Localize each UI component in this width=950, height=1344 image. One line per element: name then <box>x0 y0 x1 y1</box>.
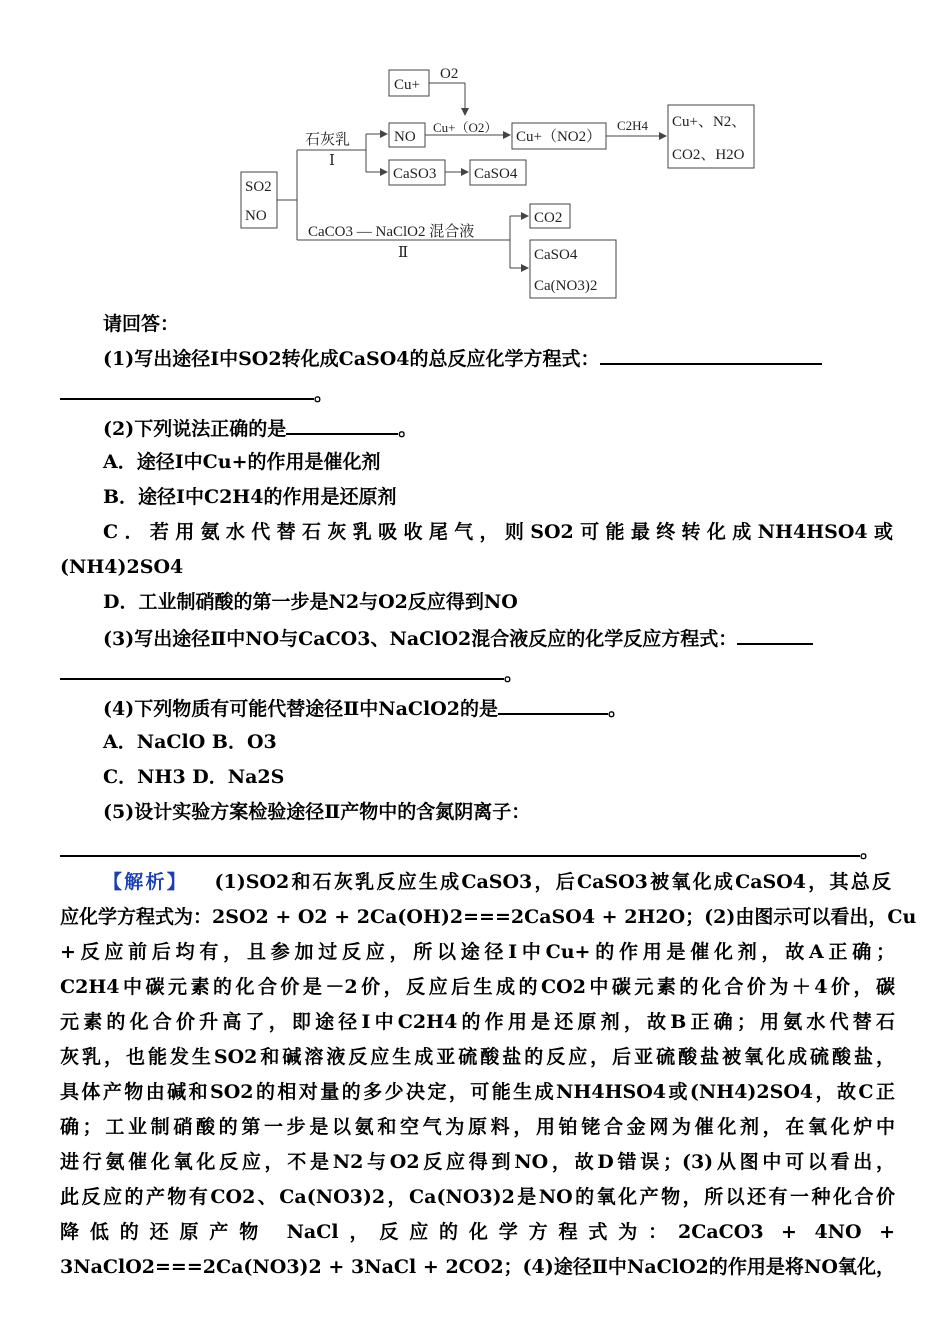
answer-blank-1b[interactable] <box>60 378 314 400</box>
intro: 请回答： <box>103 313 180 335</box>
answer-blank-3b[interactable] <box>60 658 504 680</box>
products2-line1: CaSO4 <box>534 247 578 263</box>
question-3: (3)写出途径Ⅱ中NO与CaCO3、NaClO2混合液反应的化学反应方程式： <box>103 623 895 653</box>
q4-options-cd: C．NH3 D．Na2S <box>103 766 285 788</box>
caso3-label: CaSO3 <box>393 166 437 182</box>
q2-option-c: C．若用氨水代替石灰乳吸收尾气，则SO2可能最终转化成NH4HSO4或 <box>103 521 893 543</box>
no-label: NO <box>394 129 416 145</box>
route2-reagent: CaCO3 — NaClO2 混合液 <box>308 224 475 240</box>
route1-reagent: 石灰乳 <box>305 132 351 148</box>
start-no: NO <box>245 208 267 224</box>
analysis-line-8: 确；工业制硝酸的第一步是以氨和空气为原料，用铂铑合金网为催化剂，在氧化炉中 <box>60 1116 895 1138</box>
analysis-line-7: 具体产物由碱和SO2的相对量的多少决定，可能生成NH4HSO4或(NH4)2SO4，故C正 <box>60 1081 895 1103</box>
answer-blank-1a[interactable] <box>600 343 822 365</box>
start-so2: SO2 <box>245 179 272 195</box>
analysis-line-9: 进行氨催化氧化反应，不是N2与O2反应得到NO，故D错误；(3)从图中可以看出， <box>60 1151 895 1173</box>
analysis-line-2: 应化学方程式为：2SO2 + O2 + 2Ca(OH)2===2CaSO4 + 2H2O；(2)由图示可以看出，Cu <box>60 906 917 928</box>
analysis-line-5: 元素的化合价升高了，即途径Ⅰ中C2H4的作用是还原剂，故B正确；用氨水代替石 <box>60 1011 895 1033</box>
q4-options-ab: A．NaClO B．O3 <box>103 731 277 753</box>
products1-line1: Cu+、N2、 <box>672 114 747 130</box>
route2-num: Ⅱ <box>398 245 409 261</box>
analysis-line-11: 降低的还原产物 NaCl，反应的化学方程式为：2CaCO3 + 4NO + <box>60 1221 895 1243</box>
products1-line2: CO2、H2O <box>672 147 745 163</box>
q2-option-d: D．工业制硝酸的第一步是N2与O2反应得到NO <box>103 591 518 613</box>
answer-blank-3a[interactable] <box>737 623 813 645</box>
cu-o2-label: Cu+（O2） <box>433 120 498 135</box>
products2-line2: Ca(NO3)2 <box>534 278 598 294</box>
q2-option-c-cont: (NH4)2SO4 <box>60 556 184 578</box>
q2-option-b: B．途径Ⅰ中C2H4的作用是还原剂 <box>103 486 397 508</box>
question-5: (5)设计实验方案检验途径Ⅱ产物中的含氮阴离子： <box>103 801 531 823</box>
caso4-label: CaSO4 <box>474 166 518 182</box>
answer-blank-5[interactable] <box>60 835 860 857</box>
analysis-line-4: C2H4中碳元素的化合价是－2价，反应后生成的CO2中碳元素的化合价为＋4价，碳 <box>60 976 895 998</box>
question-4: (4)下列物质有可能代替途径Ⅱ中NaClO2的是 。 <box>103 693 938 723</box>
cuno2-label: Cu+（NO2） <box>516 129 602 145</box>
cu-top: Cu+ <box>394 77 420 93</box>
o2-label: O2 <box>440 66 459 82</box>
answer-blank-4[interactable] <box>498 693 608 715</box>
analysis-line-1: 【解析】 (1)SO2和石灰乳反应生成CaSO3，后CaSO3被氧化成CaSO4，其总反 <box>103 871 891 893</box>
analysis-line-10: 此反应的产物有CO2、Ca(NO3)2，Ca(NO3)2是NO的氧化产物，所以还有一种化合价 <box>60 1186 895 1208</box>
question-1: (1)写出途径Ⅰ中SO2转化成CaSO4的总反应化学方程式： <box>103 343 895 373</box>
c2h4-label: C2H4 <box>617 118 649 133</box>
question-5-answer: 。 <box>60 835 895 865</box>
analysis-label: 【解析】 <box>103 871 188 893</box>
co2-label: CO2 <box>534 210 563 226</box>
route1-num: Ⅰ <box>329 153 335 169</box>
flow-diagram <box>0 0 950 305</box>
question-2: (2)下列说法正确的是 。 <box>103 413 938 443</box>
analysis-line-12: 3NaClO2===2Ca(NO3)2 + 3NaCl + 2CO2；(4)途径Ⅱ中NaClO2的作用是将NO氧化， <box>60 1256 895 1278</box>
analysis-line-6: 灰乳，也能发生SO2和碱溶液反应生成亚硫酸盐的反应，后亚硫酸盐被氧化成硫酸盐， <box>60 1046 895 1068</box>
answer-blank-2[interactable] <box>286 413 398 435</box>
analysis-line-3: +反应前后均有，且参加过反应，所以途径Ⅰ中Cu+的作用是催化剂，故A正确； <box>60 941 895 963</box>
question-1-cont: 。 <box>60 378 895 408</box>
question-3-cont: 。 <box>60 658 895 688</box>
q2-option-a: A．途径Ⅰ中Cu+的作用是催化剂 <box>103 451 381 473</box>
